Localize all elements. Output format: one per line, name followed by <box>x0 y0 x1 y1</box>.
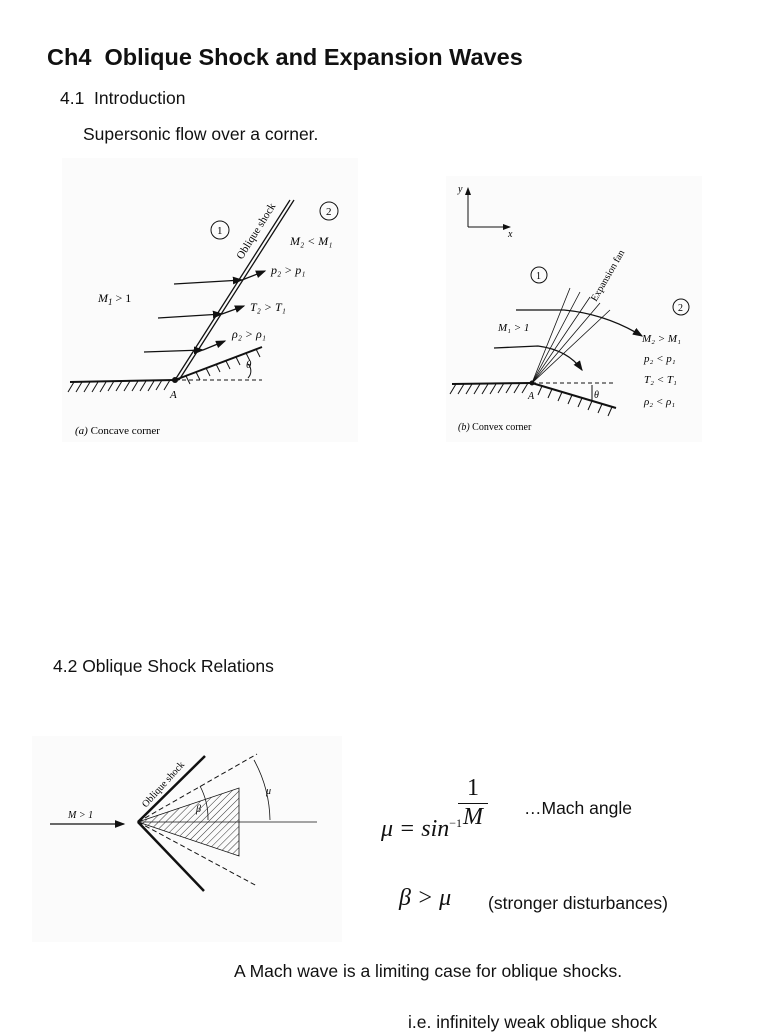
y-axis-label: y <box>458 184 463 195</box>
m1-label: $M_1 > 1$ <box>98 291 132 307</box>
beta-label: β <box>196 804 201 815</box>
intro-text: Supersonic flow over a corner. <box>83 124 319 144</box>
corner-point <box>172 377 178 383</box>
m-label: M > 1 <box>68 810 94 821</box>
fraction-denominator: M <box>463 804 483 830</box>
mach-angle-note: …Mach angle <box>524 798 632 818</box>
m1-relation: M₁ > 1 <box>498 322 530 334</box>
region-1-label: 1 <box>536 271 541 282</box>
region-2-label: 2 <box>678 303 683 314</box>
density-relation: ρ₂ > ρ₁ <box>232 327 266 341</box>
section-heading-introduction: 4.1 Introduction <box>60 88 186 108</box>
shock-label: Oblique shock <box>234 201 279 262</box>
region-2-label: 2 <box>326 206 332 218</box>
corner-label: A <box>170 389 177 401</box>
temperature-relation: T₂ < T₁ <box>644 374 677 386</box>
mach-angle-exponent: −1 <box>449 816 463 830</box>
oblique-shock-line <box>175 200 290 380</box>
ramp-hatching <box>538 386 612 416</box>
flow-arrow-1b <box>203 341 225 350</box>
corner-label: A <box>528 391 535 402</box>
ramp-line <box>532 383 616 408</box>
figure-concave-corner <box>62 158 358 442</box>
x-axis-label: x <box>508 229 513 240</box>
mach-angle-equation <box>369 789 462 843</box>
temperature-relation: T₂ > T₁ <box>250 300 286 314</box>
page-title: Ch4 Oblique Shock and Expansion Waves <box>47 44 523 70</box>
flow-arrow-3 <box>174 280 242 284</box>
region-1-label: 1 <box>217 225 223 237</box>
figure-mach-angle <box>32 736 342 942</box>
beta-mu-relation: β > μ <box>399 885 452 911</box>
theta-label: θ <box>246 359 252 371</box>
figure-convex-corner <box>446 176 702 442</box>
density-relation: ρ₂ < ρ₁ <box>644 396 676 408</box>
section-heading-oblique-shock-relations: 4.2 Oblique Shock Relations <box>53 656 274 676</box>
streamline-lower <box>494 346 582 370</box>
pressure-relation: p₂ < p₁ <box>644 353 676 365</box>
weak-shock-statement: i.e. infinitely weak oblique shock <box>408 1012 658 1032</box>
mu-label: μ <box>266 786 272 797</box>
m2-relation: M₂ > M₁ <box>642 333 681 345</box>
fan-label: Expansion fan <box>589 248 628 304</box>
m2-relation: M₂ < M₁ <box>290 234 333 248</box>
mach-angle-lhs: μ = sin <box>381 816 450 842</box>
shock-label: Oblique shock <box>140 759 188 811</box>
mach-angle-fraction <box>458 775 488 831</box>
theta-label: θ <box>594 390 599 401</box>
wall-line <box>70 380 175 382</box>
mach-wave-statement: A Mach wave is a limiting case for oblique shocks. <box>234 961 623 981</box>
figure-b-caption: (b) Convex corner <box>458 422 532 433</box>
oblique-shock-line-2 <box>179 200 294 380</box>
pressure-relation: p₂ > p₁ <box>271 263 306 277</box>
beta-note: (stronger disturbances) <box>488 893 668 913</box>
flow-arrow-2 <box>158 314 222 318</box>
fraction-numerator: 1 <box>467 775 479 801</box>
figure-a-caption: (a) Concave corner <box>75 425 160 437</box>
